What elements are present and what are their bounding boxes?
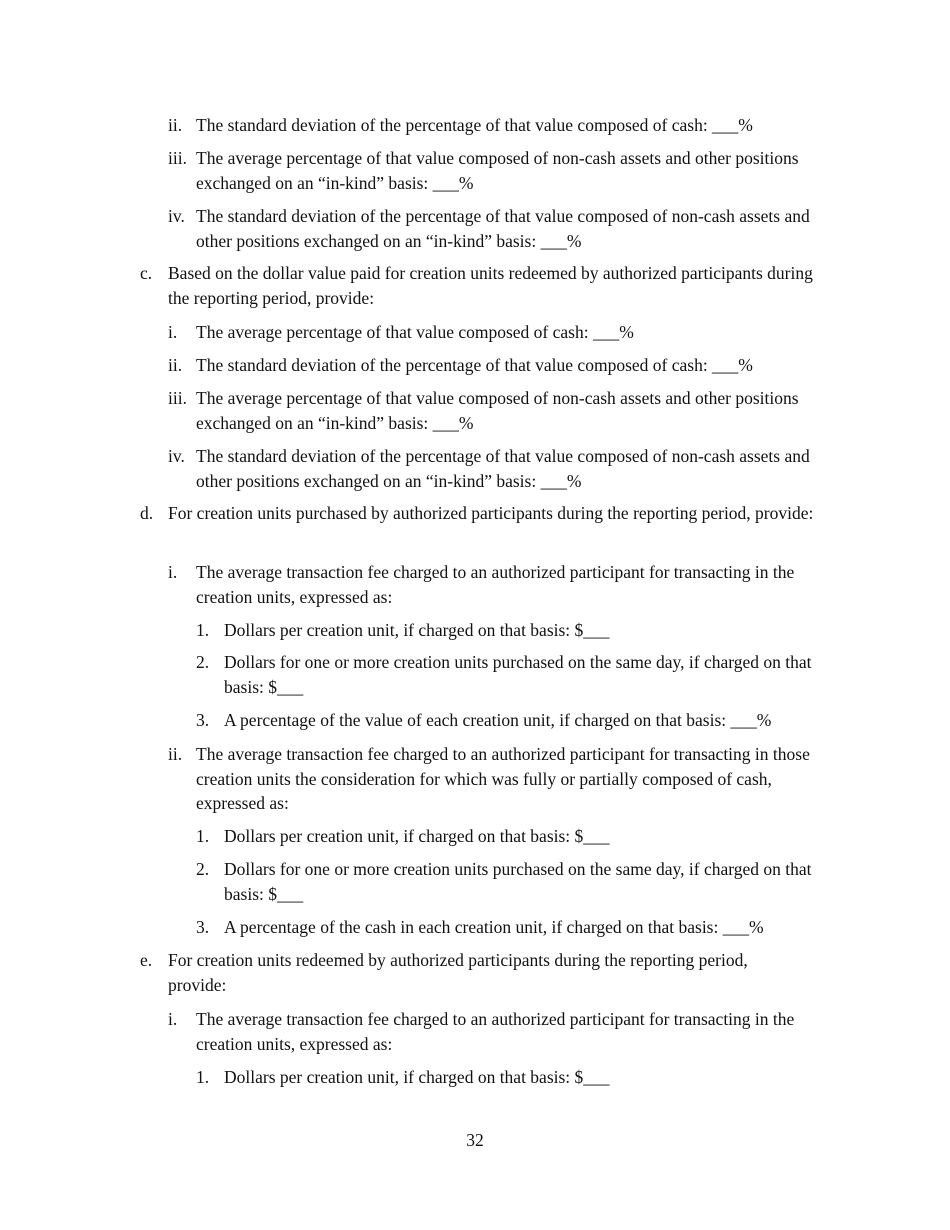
list-text: Dollars for one or more creation units purchased on the same day, if charged on that basis: $___: [224, 652, 812, 697]
list-marker: 2.: [196, 652, 210, 672]
list-text: Dollars per creation unit, if charged on that basis: $___: [224, 1067, 610, 1087]
list-marker: 1.: [196, 826, 210, 846]
list-marker: i.: [168, 1009, 178, 1029]
list-marker: iii.: [168, 148, 187, 168]
list-marker: 3.: [196, 710, 210, 730]
list-marker: 2.: [196, 859, 210, 879]
list-text: The average percentage of that value composed of cash: ___%: [196, 322, 634, 342]
list-marker: ii.: [168, 355, 183, 375]
list-text: Based on the dollar value paid for creation units redeemed by authorized participants during the reporting period, provide:: [168, 263, 813, 308]
list-marker: ii.: [168, 115, 183, 135]
list-marker: d.: [140, 503, 154, 523]
list-text: The standard deviation of the percentage of that value composed of cash: ___%: [196, 355, 753, 375]
list-text: For creation units purchased by authorized participants during the reporting period, provide:: [168, 503, 814, 523]
list-marker: c.: [140, 263, 153, 283]
list-text: The standard deviation of the percentage of that value composed of non-cash assets and other positions exchanged on an “in-kind” basis: ___%: [196, 446, 810, 491]
list-marker: ii.: [168, 744, 183, 764]
list-marker: iv.: [168, 446, 185, 466]
list-marker: e.: [140, 950, 153, 970]
list-marker: 1.: [196, 1067, 210, 1087]
page-number: 32: [466, 1130, 484, 1150]
list-text: The average transaction fee charged to an authorized participant for transacting in those creation units the consideration for which was fully or partially composed of cash, expressed as:: [196, 744, 810, 813]
list-text: The average percentage of that value composed of non-cash assets and other positions exchanged on an “in-kind” basis: ___%: [196, 388, 799, 433]
list-marker: iv.: [168, 206, 185, 226]
list-marker: i.: [168, 562, 178, 582]
list-text: The standard deviation of the percentage of that value composed of non-cash assets and other positions exchanged on an “in-kind” basis: ___%: [196, 206, 810, 251]
list-text: Dollars per creation unit, if charged on that basis: $___: [224, 826, 610, 846]
list-text: Dollars per creation unit, if charged on that basis: $___: [224, 620, 610, 640]
list-marker: 3.: [196, 917, 210, 937]
list-marker: i.: [168, 322, 178, 342]
list-text: The average transaction fee charged to an authorized participant for transacting in the creation units, expressed as:: [196, 1009, 795, 1054]
list-text: Dollars for one or more creation units purchased on the same day, if charged on that basis: $___: [224, 859, 812, 904]
list-text: The average transaction fee charged to an authorized participant for transacting in the creation units, expressed as:: [196, 562, 795, 607]
list-text: The average percentage of that value composed of non-cash assets and other positions exchanged on an “in-kind” basis: ___%: [196, 148, 799, 193]
list-text: A percentage of the value of each creation unit, if charged on that basis: ___%: [224, 710, 772, 730]
list-text: The standard deviation of the percentage of that value composed of cash: ___%: [196, 115, 753, 135]
list-text: A percentage of the cash in each creation unit, if charged on that basis: ___%: [224, 917, 764, 937]
list-marker: iii.: [168, 388, 187, 408]
list-text: For creation units redeemed by authorized participants during the reporting period, provide:: [168, 950, 748, 995]
list-marker: 1.: [196, 620, 210, 640]
